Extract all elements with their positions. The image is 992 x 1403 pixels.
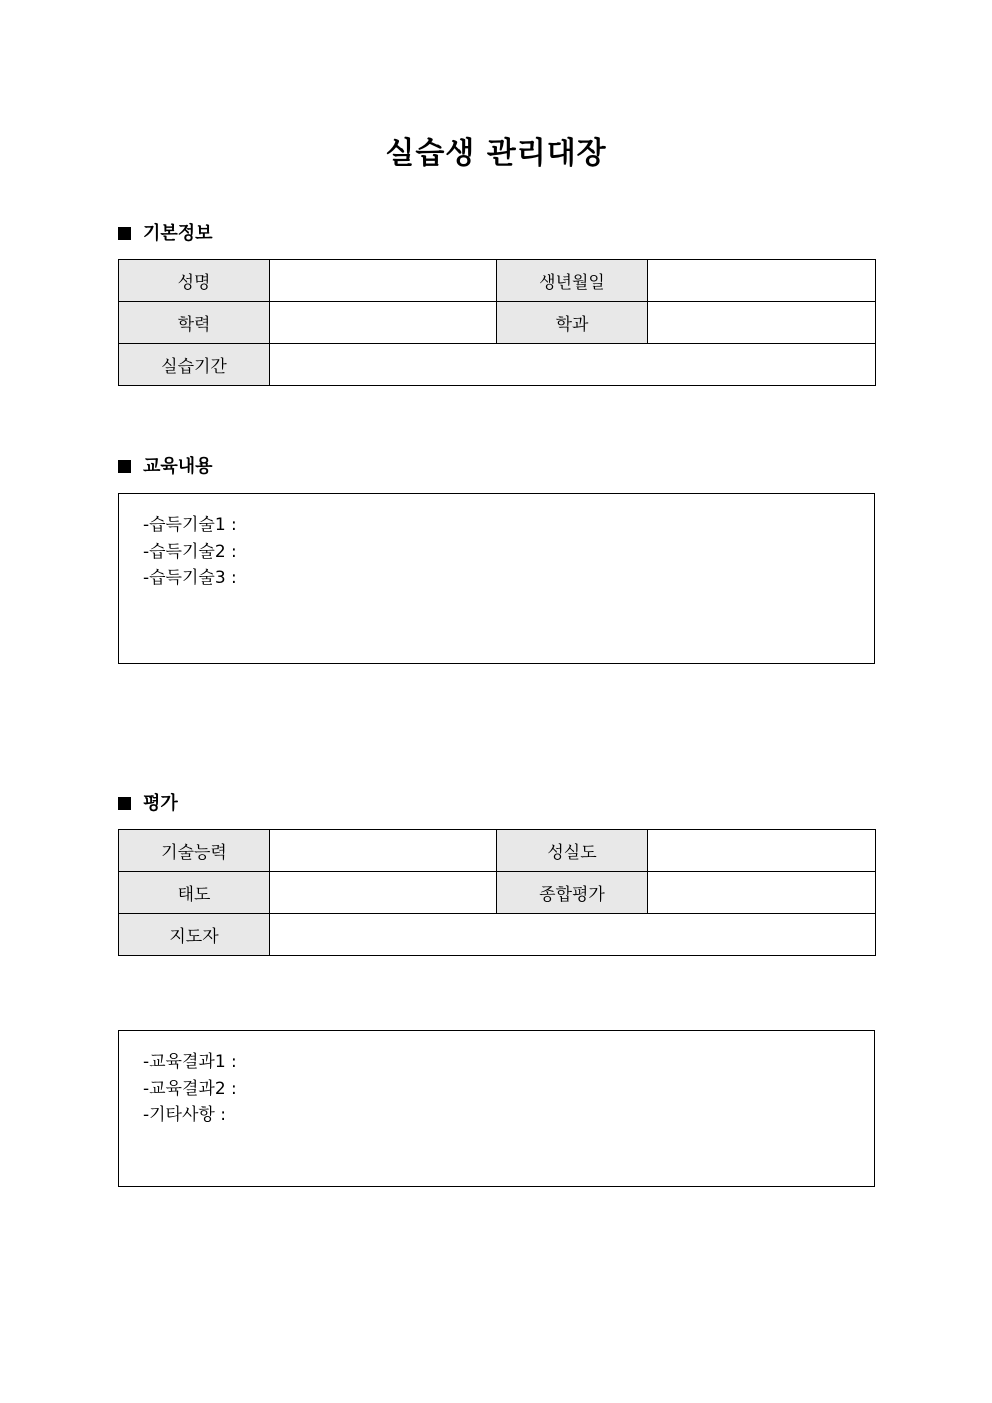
section-heading-education bbox=[118, 455, 213, 479]
other-notes-line: -기타사항 : bbox=[143, 1105, 226, 1125]
basic-info-table bbox=[118, 259, 876, 386]
square-bullet-icon bbox=[118, 797, 131, 810]
acquired-skill-1-line: -습득기술1 : bbox=[143, 515, 237, 535]
education-result-1-line: -교육결과1 : bbox=[143, 1052, 237, 1072]
section-heading-label: 교육내용 bbox=[143, 456, 213, 477]
section-heading-label: 기본정보 bbox=[143, 223, 213, 244]
education-level-field[interactable] bbox=[270, 302, 497, 344]
diligence-field[interactable] bbox=[648, 830, 876, 872]
square-bullet-icon bbox=[118, 227, 131, 240]
attitude-field[interactable] bbox=[270, 872, 497, 914]
supervisor-field[interactable] bbox=[270, 914, 876, 956]
supervisor-label: 지도자 bbox=[119, 914, 270, 956]
technical-skill-label: 기술능력 bbox=[119, 830, 270, 872]
education-content-box[interactable] bbox=[118, 493, 875, 664]
diligence-label: 성실도 bbox=[497, 830, 648, 872]
overall-evaluation-field[interactable] bbox=[648, 872, 876, 914]
education-level-label: 학력 bbox=[119, 302, 270, 344]
birthdate-field[interactable] bbox=[648, 260, 876, 302]
education-result-2-line: -교육결과2 : bbox=[143, 1078, 237, 1099]
department-label: 학과 bbox=[497, 302, 648, 344]
acquired-skill-3-line: -습득기술3 : bbox=[143, 568, 237, 588]
overall-evaluation-label: 종합평가 bbox=[497, 872, 648, 914]
technical-skill-field[interactable] bbox=[270, 830, 497, 872]
training-period-label: 실습기간 bbox=[119, 344, 270, 386]
table-row bbox=[119, 830, 876, 872]
acquired-skill-2-line: -습득기술2 : bbox=[143, 541, 237, 562]
evaluation-table bbox=[118, 829, 876, 956]
table-row bbox=[119, 302, 876, 344]
section-heading-evaluation bbox=[118, 792, 178, 816]
table-row bbox=[119, 872, 876, 914]
results-content-box[interactable] bbox=[118, 1030, 875, 1187]
table-row bbox=[119, 344, 876, 386]
birthdate-label: 생년월일 bbox=[497, 260, 648, 302]
page-title: 실습생 관리대장 bbox=[385, 136, 607, 171]
training-period-field[interactable] bbox=[270, 344, 876, 386]
section-heading-basic-info bbox=[118, 222, 213, 246]
table-row bbox=[119, 260, 876, 302]
department-field[interactable] bbox=[648, 302, 876, 344]
table-row bbox=[119, 914, 876, 956]
name-label: 성명 bbox=[119, 260, 270, 302]
attitude-label: 태도 bbox=[119, 872, 270, 914]
square-bullet-icon bbox=[118, 460, 131, 473]
section-heading-label: 평가 bbox=[143, 793, 178, 814]
name-field[interactable] bbox=[270, 260, 497, 302]
